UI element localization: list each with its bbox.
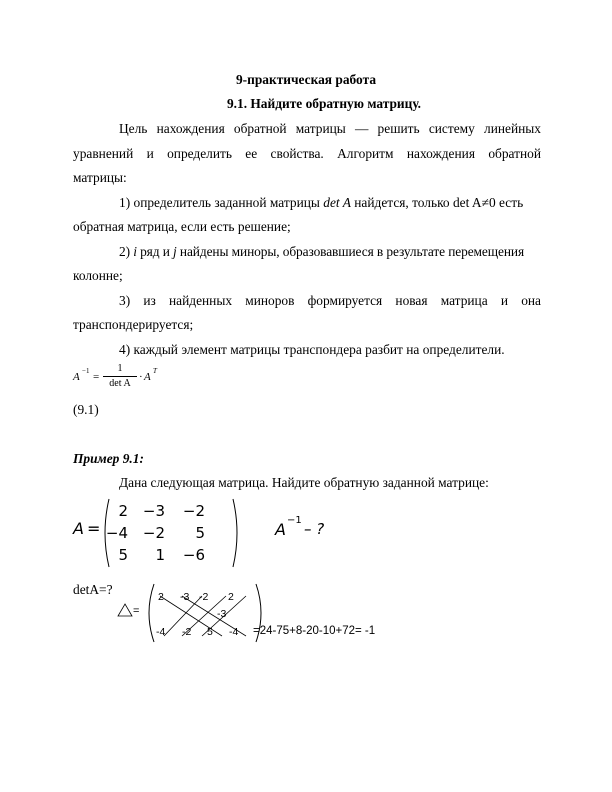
det-cell: -4 <box>156 626 166 638</box>
det-question: detA=? <box>73 582 113 597</box>
step-1-line-2: обратная матрица, если есть решение; <box>73 219 291 234</box>
matrix-cell: 5 <box>195 524 205 542</box>
example-text: Дана следующая матрица. Найдите обратную заданной матрице: <box>119 475 489 490</box>
page-title: 9-практическая работа <box>235 72 377 87</box>
matrix-cell: 2 <box>118 502 128 520</box>
step-3-line-1: 3) из найденных миноров формируется новая матрица и она <box>119 293 541 308</box>
det-cell: -3 <box>180 591 190 603</box>
matrix-cell: −6 <box>182 546 205 564</box>
inverse-question: A −1 – ? <box>275 515 325 539</box>
j-index: j <box>173 244 177 259</box>
inverse-formula: A −1 = 1 det A · A T <box>73 363 157 389</box>
det-cell: 5 <box>207 626 213 638</box>
det-cell: -4 <box>229 626 239 638</box>
matrix-cell: 5 <box>118 546 128 564</box>
matrix-a: A = 2 −3 −2 −4 −2 5 5 1 −6 <box>73 497 233 569</box>
matrix-cell: −4 <box>105 524 128 542</box>
step-1-line-1: 1) определитель заданной матрицы det A найдется, только det A≠0 есть <box>119 195 524 210</box>
step-3-line-2: транспондерируется; <box>73 317 194 332</box>
det-cell: -3 <box>217 608 227 620</box>
matrix-cell: −3 <box>142 502 165 520</box>
formula-number: (9.1) <box>73 402 99 417</box>
fraction-bar <box>103 376 137 377</box>
det-cell: 2 <box>158 591 164 603</box>
matrix-a-label: A <box>73 519 84 538</box>
matrix-cell: 1 <box>155 546 165 564</box>
section-title: 9.1. Найдите обратную матрицу. <box>226 96 422 111</box>
det-cell: 2 <box>228 591 234 603</box>
delta-icon <box>117 603 133 617</box>
step-4: 4) каждый элемент матрицы транспондера разбит на определители. <box>119 342 505 357</box>
step-2-line-1: 2) i ряд и j найдены миноры, образовавшиеся в результате перемещения <box>119 244 525 259</box>
matrix-cell: −2 <box>142 524 165 542</box>
i-index: i <box>133 244 137 259</box>
intro-line-3: матрицы: <box>73 170 127 185</box>
det-cell: -2 <box>182 626 192 638</box>
matrix-cell: −2 <box>182 502 205 520</box>
det-a-term: det A <box>323 195 351 210</box>
det-cell: -2 <box>199 591 209 603</box>
example-heading: Пример 9.1: <box>73 451 144 466</box>
determinant-scheme <box>142 582 267 644</box>
document-page: 9-практическая работа 9.1. Найдите обратную матрицу. Цель нахождения обратной матрицы — решить систему линейных уравнений и определить ее свойства. Алгоритм нахождения обратной матрицы: 1) определитель заданной матрицы det A найдется, только det A≠0 есть обратная матрица, если есть решение; 2) i ряд и j найдены миноры, образовавшиеся в результате перемещения колонне; 3) из найденных миноров формируется новая матрица и она транспондерируется; 4) каждый элемент матрицы транспондера разбит на определители. A −1 = 1 det A · A T (9.1) Пример 9.1: Дана следующая матрица. Найдите обратную заданной матрице: A = 2 −3 −2 −4 −2 5 5 1 −6 A −1 – ? detA=? = 2 -3 -2 2 -3 -4 -2 5 -4 =24-75+8-20-10+72= -1 <box>0 0 612 792</box>
determinant-result: =24-75+8-20-10+72= -1 <box>253 625 376 637</box>
intro-line-1: Цель нахождения обратной матрицы — решить систему линейных <box>119 121 541 136</box>
intro-line-2: уравнений и определить ее свойства. Алгоритм нахождения обратной <box>73 146 541 161</box>
step-2-line-2: колонне; <box>73 268 123 283</box>
